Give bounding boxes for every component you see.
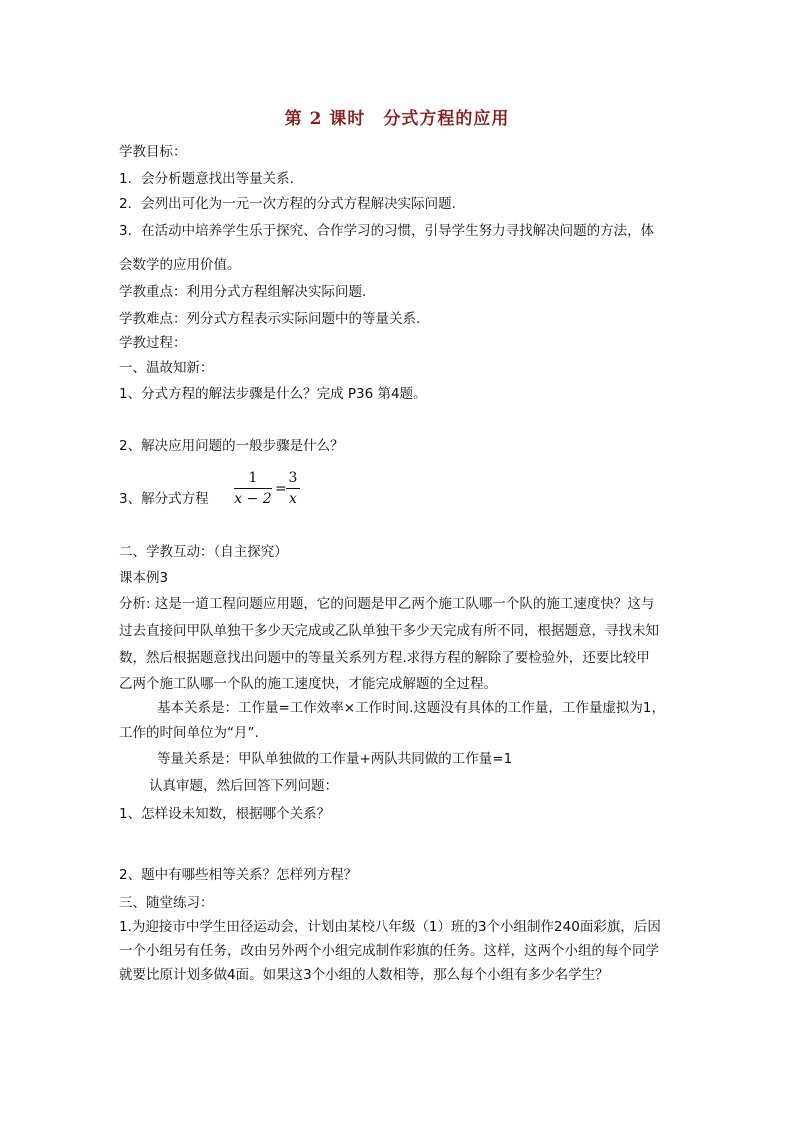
text-line: 1．会分析题意找出等量关系. — [119, 171, 294, 187]
text-line: 等量关系是：甲队单独做的工作量+两队共同做的工作量=1 — [157, 751, 513, 767]
fraction-bar — [234, 488, 272, 489]
text-line: 会数学的应用价值。 — [119, 257, 241, 273]
text-line: 基本关系是：工作量=工作效率×工作时间.这题没有具体的工作量，工作量虚拟为1， — [157, 700, 666, 716]
right-fraction — [286, 470, 300, 507]
text-line: 工作的时间单位为“月”. — [119, 725, 259, 741]
left-fraction — [234, 470, 272, 507]
text-line: 认真审题，然后回答下列问题： — [149, 778, 338, 794]
text-line: 1、分式方程的解法步骤是什么？完成 P36 第4题。 — [119, 386, 427, 402]
left-denominator: x − 2 — [234, 491, 272, 507]
equals-sign: = — [275, 481, 287, 497]
right-denominator: x — [289, 491, 297, 507]
left-numerator: 1 — [248, 470, 258, 486]
text-line: 就要比原计划多做4面。如果这3个小组的人数相等，那么每个小组有多少名学生？ — [119, 967, 609, 983]
text-line: 一个小组另有任务，改由另外两个小组完成制作彩旗的任务。这样，这两个小组的每个同学 — [119, 943, 659, 959]
fraction-equation — [234, 470, 304, 514]
right-numerator: 3 — [288, 470, 298, 486]
page-title: 第 2 课时 分式方程的应用 — [284, 109, 510, 129]
text-line: 学教重点：利用分式方程组解决实际问题. — [119, 284, 367, 300]
text-line: 课本例3 — [119, 570, 169, 586]
text-line: 学教难点：列分式方程表示实际问题中的等量关系. — [119, 311, 421, 327]
text-line: 2．会列出可化为一元一次方程的分式方程解决实际问题. — [119, 196, 456, 212]
text-line: 过去直接问甲队单独干多少天完成或乙队单独干多少天完成有所不同，根据题意，寻找未知 — [119, 623, 659, 639]
text-line: 学教目标： — [119, 144, 187, 160]
text-line: 三、随堂练习： — [119, 895, 214, 911]
text-line: 学教过程： — [119, 335, 187, 351]
fraction-bar — [286, 488, 300, 489]
text-line: 2、题中有哪些相等关系？怎样列方程？ — [119, 867, 358, 883]
text-line: 二、学教互动：（自主探究） — [119, 544, 288, 560]
text-line: 3、解分式方程 — [119, 491, 209, 507]
text-line: 3．在活动中培养学生乐于探究、合作学习的习惯，引导学生努力寻找解决问题的方法，体 — [119, 223, 655, 239]
text-line: 分析: 这是一道工程问题应用题，它的问题是甲乙两个施工队哪一个队的施工速度快？这与 — [119, 596, 655, 612]
text-line: 1、怎样设未知数，根据哪个关系？ — [119, 806, 331, 822]
text-line: 1.为迎接市中学生田径运动会，计划由某校八年级（1）班的3个小组制作240面彩旗，后因 — [119, 919, 661, 935]
text-line: 一、温故知新： — [119, 360, 214, 376]
text-line: 2、解决应用问题的一般步骤是什么？ — [119, 438, 344, 454]
text-line: 数，然后根据题意找出问题中的等量关系列方程.求得方程的解除了要检验外，还要比较甲 — [119, 650, 650, 666]
text-line: 乙两个施工队哪一个队的施工速度快，才能完成解题的全过程。 — [119, 676, 497, 692]
